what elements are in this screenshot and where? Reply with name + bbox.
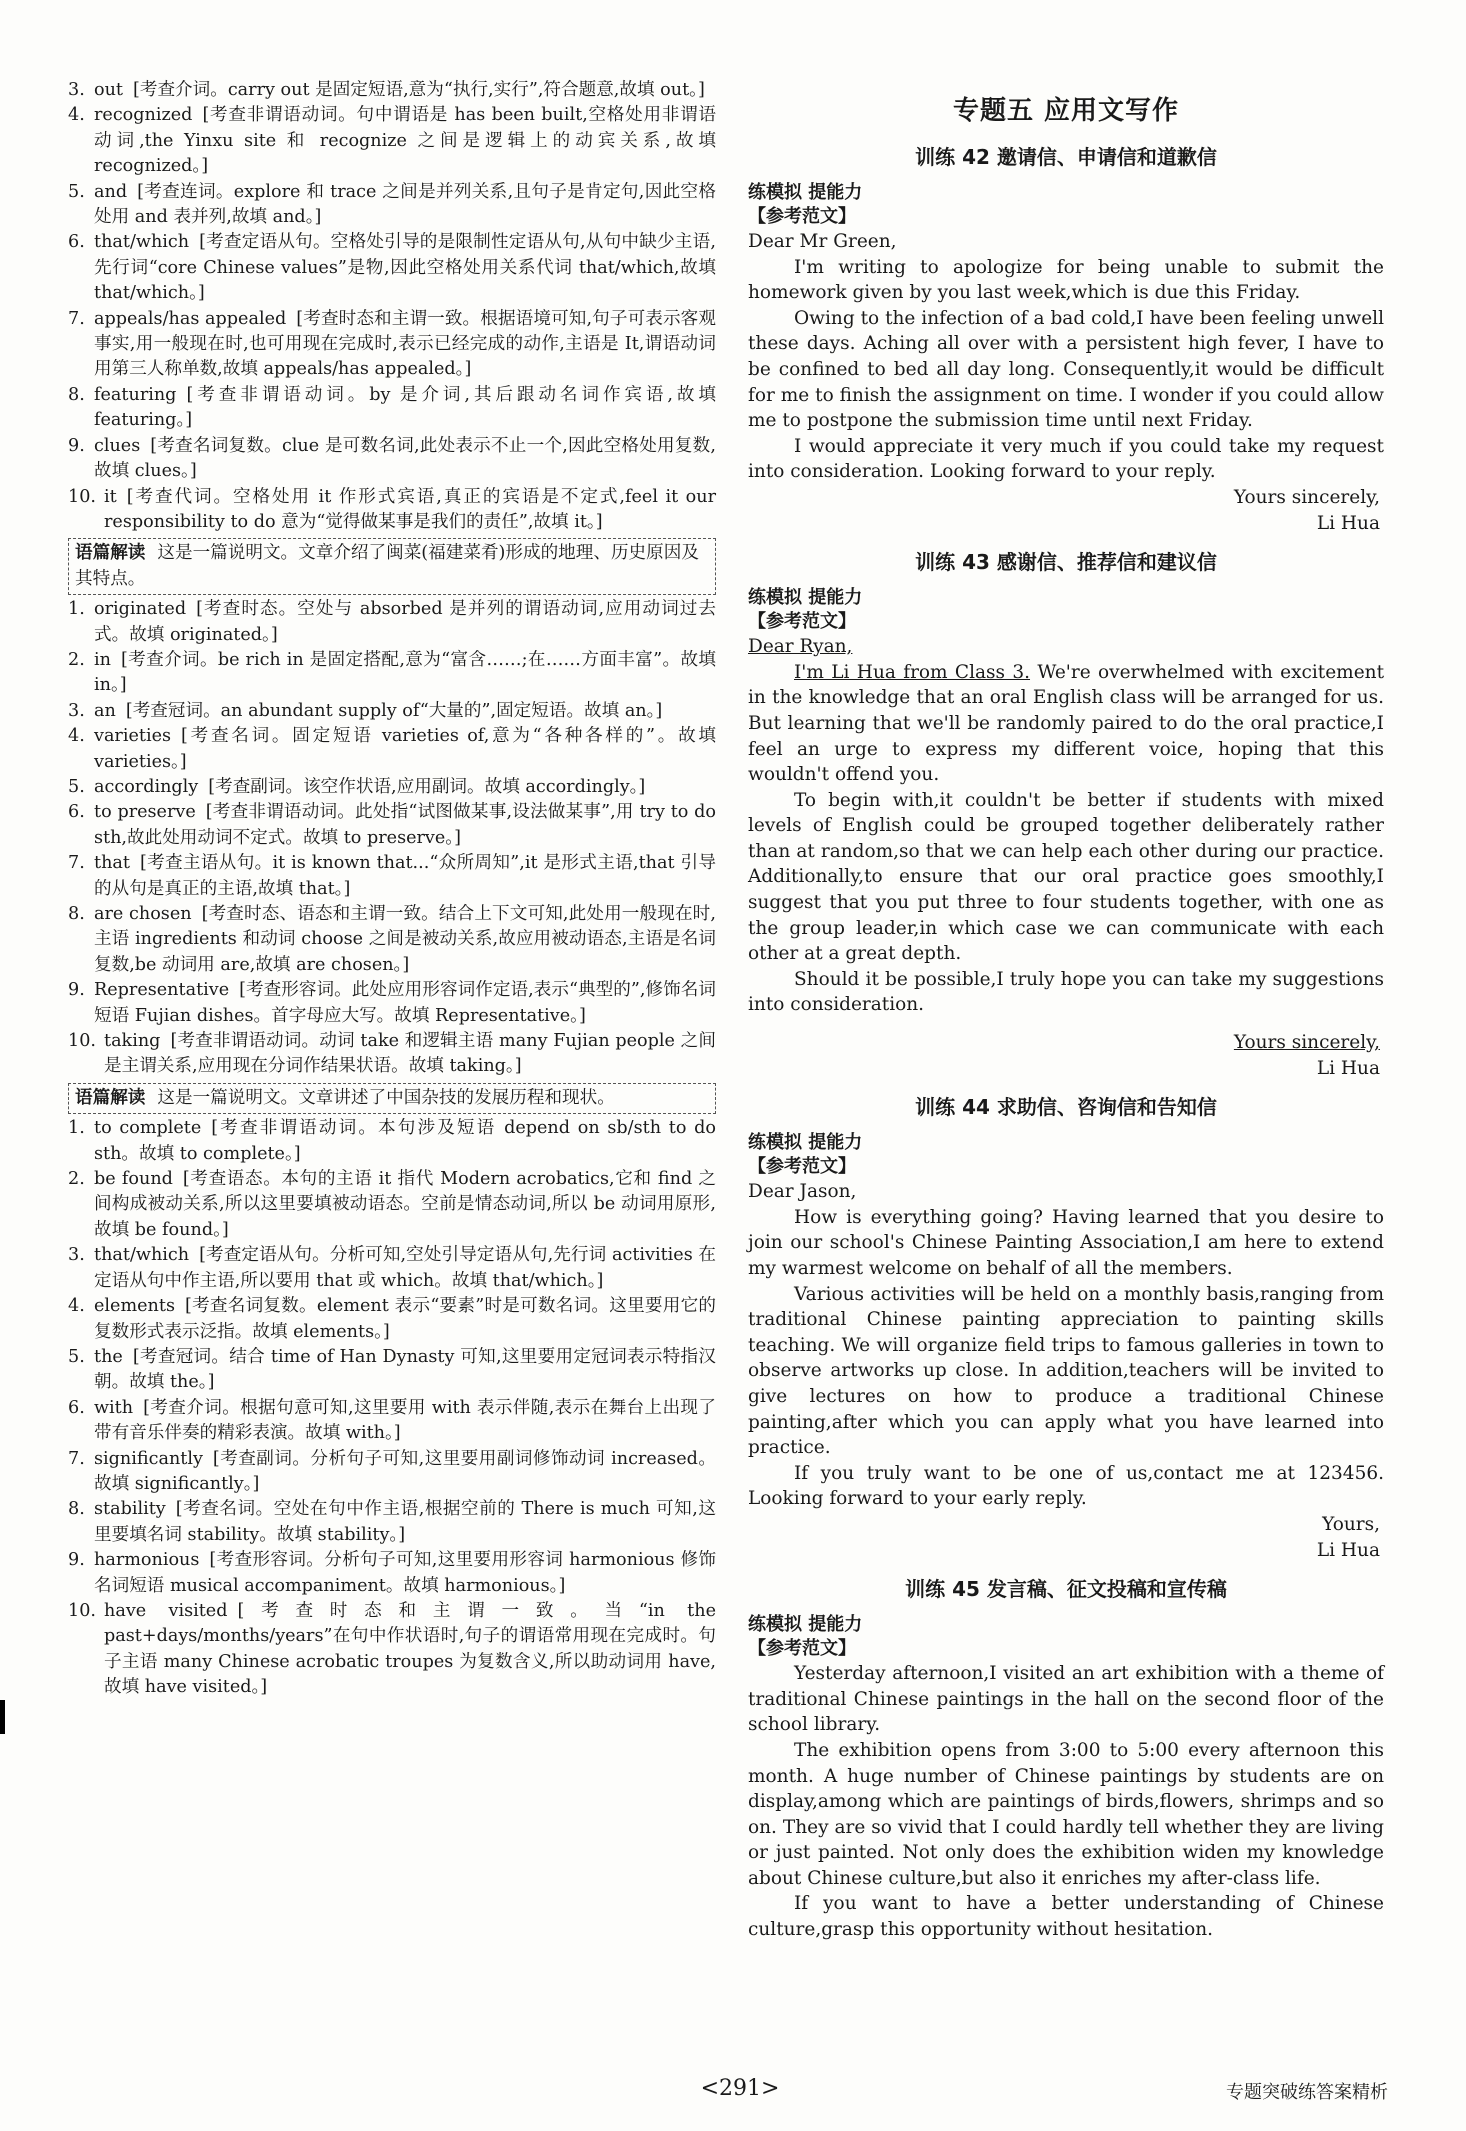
item-number: 9. bbox=[68, 980, 85, 1001]
item-number: 6. bbox=[68, 232, 85, 253]
essay-paragraph: The exhibition opens from 3:00 to 5:00 every afternoon this month. A huge number of Chinese paintings by students are on display,among which are paintings of birds,flowers, shrimps and so on. They are so vivid that I could hardly tell whether they are living or just painted. Not only does the exhibition widen my knowledge about Chinese culture,but also it enriches my after-class life. bbox=[748, 1739, 1384, 1889]
item-answer: taking bbox=[104, 1031, 161, 1052]
item-number: 8. bbox=[68, 904, 85, 924]
item-explanation: [考查冠词。an abundant supply of“大量的”,固定短语。故填 an。] bbox=[125, 700, 663, 721]
item-answer: with bbox=[94, 1397, 134, 1418]
item-number: 1. bbox=[68, 599, 85, 620]
item-answer: to preserve bbox=[94, 802, 196, 823]
item-explanation: [考查语态。本句的主语 it 指代 Modern acrobatics,它和 find 之间构成被动关系,所以这里要填被动语态。空前是情态动词,所以 be 动词用原形,故填 be found。] bbox=[94, 1169, 717, 1240]
reference-label: 【参考范文】 bbox=[748, 1156, 856, 1178]
answer-item bbox=[68, 800, 716, 851]
answer-group-1 bbox=[68, 78, 716, 535]
item-answer: varieties bbox=[94, 726, 172, 747]
item-explanation: [考查代词。空格处用 it 作形式宾语,真正的宾语是不定式,feel it our responsibility to do 意为“觉得做某事是我们的责任”,故填 it。] bbox=[104, 486, 716, 532]
item-number: 8. bbox=[68, 384, 85, 405]
section-44 bbox=[748, 1091, 1384, 1563]
section-subtitle: 练模拟 提能力 bbox=[748, 182, 863, 203]
model-letter bbox=[748, 634, 1384, 1081]
item-number: 5. bbox=[68, 776, 85, 797]
answer-item bbox=[68, 851, 716, 902]
reference-label: 【参考范文】 bbox=[748, 611, 856, 633]
answer-item bbox=[68, 78, 716, 103]
letter-paragraph: Owing to the infection of a bad cold,I have been feeling unwell these days. Aching all over with a persistent high fever, I have to be confined to bed all day long. Consequently,it would be difficult for me to finish the assignment on time. I wonder if you could allow me to postpone the submission time until next Friday. bbox=[748, 307, 1384, 432]
item-explanation: [考查介词。carry out 是固定短语,意为“执行,实行”,符合题意,故填 out。] bbox=[133, 80, 705, 100]
item-explanation: [考查主语从句。it is known that...“众所周知”,it 是形式主语,that 引导的从句是真正的主语,故填 that。] bbox=[94, 853, 716, 899]
letter-greeting: Dear Mr Green, bbox=[748, 231, 897, 252]
item-answer: harmonious bbox=[94, 1550, 200, 1571]
letter-closing: Yours sincerely, bbox=[1233, 486, 1380, 508]
footer-section-title: 专题突破练答案精析 bbox=[1226, 2082, 1388, 2103]
model-essay bbox=[748, 1661, 1384, 1943]
item-number: 10. bbox=[68, 1600, 96, 1621]
item-number: 3. bbox=[68, 1245, 85, 1266]
answer-item bbox=[68, 434, 716, 485]
item-explanation: [考查连词。explore 和 trace 之间是并列关系,且句子是肯定句,因此空格处用 and 表并列,故填 and。] bbox=[94, 181, 716, 228]
item-number: 6. bbox=[68, 802, 85, 823]
item-number: 5. bbox=[68, 1346, 85, 1367]
item-answer: are chosen bbox=[94, 904, 192, 924]
section-title: 训练 45 发言稿、征文投稿和宣传稿 bbox=[905, 1577, 1227, 1602]
item-answer: originated bbox=[94, 599, 187, 620]
answer-item bbox=[68, 724, 716, 775]
item-explanation: [考查非谓语动词。by 是介词,其后跟动名词作宾语,故填 featuring。] bbox=[94, 384, 716, 431]
answer-group-3 bbox=[68, 1116, 716, 1700]
answer-item bbox=[68, 1294, 716, 1345]
answer-item bbox=[68, 383, 716, 434]
reference-label: 【参考范文】 bbox=[748, 1638, 856, 1660]
item-number: 2. bbox=[68, 1169, 85, 1190]
item-explanation: [考查副词。该空作状语,应用副词。故填 accordingly。] bbox=[208, 776, 646, 797]
item-explanation: [考查名词。空处在句中作主语,根据空前的 There is much 可知,这里要填名词 stability。故填 stability。] bbox=[94, 1499, 716, 1545]
item-number: 10. bbox=[68, 486, 96, 507]
letter-paragraph-rest: We're overwhelmed with excitement in the knowledge that an oral English class will be arranged for us. But learning that we'll be randomly paired to do the oral practice,I feel an urge to express my different voice, hoping that this wouldn't offend you. bbox=[748, 661, 1385, 786]
item-answer: an bbox=[94, 700, 116, 721]
letter-greeting: Dear Jason, bbox=[748, 1181, 857, 1203]
item-answer: that/which bbox=[94, 232, 190, 253]
left-column bbox=[68, 78, 716, 1701]
answer-item bbox=[68, 1243, 716, 1294]
item-answer: clues bbox=[94, 435, 141, 456]
item-answer: accordingly bbox=[94, 776, 199, 797]
letter-paragraph: I'm writing to apologize for being unable to submit the homework given by you last week,which is due this Friday. bbox=[748, 256, 1384, 304]
item-number: 9. bbox=[68, 435, 85, 456]
item-number: 4. bbox=[68, 1296, 85, 1317]
letter-paragraph: Various activities will be held on a monthly basis,ranging from traditional Chinese painting appreciation to painting skills teaching. We will organize field trips to famous galleries in town to observe artworks up close. In addition,teachers will be invited to give lectures on how to produce a traditional Chinese painting,after which you can apply what you have learned into practice. bbox=[748, 1283, 1384, 1459]
letter-paragraph bbox=[748, 660, 1384, 788]
item-explanation: [考查形容词。分析句子可知,这里要用形容词 harmonious 修饰名词短语 musical accompaniment。故填 harmonious。] bbox=[94, 1550, 716, 1596]
answer-item bbox=[68, 1029, 716, 1080]
passage-note-2 bbox=[68, 1083, 716, 1114]
item-answer: appeals/has appealed bbox=[94, 308, 287, 329]
answer-item bbox=[68, 1497, 716, 1548]
item-explanation: [考查名词复数。element 表示“要素”时是可数名词。这里要用它的复数形式表示泛指。故填 elements。] bbox=[94, 1296, 716, 1342]
section-title: 训练 44 求助信、咨询信和告知信 bbox=[915, 1095, 1217, 1120]
answer-item bbox=[68, 307, 716, 383]
item-number: 7. bbox=[68, 853, 85, 874]
note-text: 这是一篇说明文。文章介绍了闽菜(福建菜肴)形成的地理、历史原因及其特点。 bbox=[75, 543, 699, 589]
item-answer: recognized bbox=[94, 105, 193, 126]
letter-paragraph: If you truly want to be one of us,contact me at 123456. Looking forward to your early reply. bbox=[748, 1462, 1384, 1510]
item-answer: have visited bbox=[104, 1600, 228, 1621]
essay-paragraph: Yesterday afternoon,I visited an art exhibition with a theme of traditional Chinese paintings in the hall on the second floor of the school library. bbox=[748, 1663, 1384, 1736]
answer-group-2 bbox=[68, 597, 716, 1080]
letter-paragraph: To begin with,it couldn't be better if students with mixed levels of English could be grouped together deliberately rather than at random,so that we can help each other during our practice. Additionally,to ensure that our oral practice goes smoothly,I suggest that you put three to four students together, with one as the group leader,in which case we can communicate with each other at a great depth. bbox=[748, 789, 1384, 965]
item-number: 3. bbox=[68, 80, 85, 100]
section-title: 训练 42 邀请信、申请信和道歉信 bbox=[915, 145, 1217, 169]
item-number: 10. bbox=[68, 1031, 96, 1052]
note-text: 这是一篇说明文。文章讲述了中国杂技的发展历程和现状。 bbox=[157, 1087, 615, 1108]
item-explanation: [考查副词。分析句子可知,这里要用副词修饰动词 increased。故填 significantly。] bbox=[94, 1448, 716, 1494]
item-explanation: [考查非谓语动词。此处指“试图做某事,设法做某事”,用 try to do sth,故此处用动词不定式。故填 to preserve。] bbox=[94, 802, 716, 848]
item-explanation: [考查非谓语动词。本句涉及短语 depend on sb/sth to do sth。故填 to complete。] bbox=[94, 1118, 716, 1164]
item-explanation: [考查时态和主谓一致。根据语境可知,句子可表示客观事实,用一般现在时,也可用现在完成时,表示已经完成的动作,主语是 It,谓语动词用第三人称单数,故填 appeals/has appealed。] bbox=[94, 308, 716, 380]
underlined-phrase: I'm Li Hua from Class 3. bbox=[794, 661, 1031, 683]
item-number: 3. bbox=[68, 700, 85, 721]
answer-item bbox=[68, 648, 716, 699]
item-explanation: [考查名词。固定短语 varieties of,意为“各种各样的”。故填 varieties。] bbox=[94, 726, 716, 772]
item-answer: be found bbox=[94, 1169, 173, 1190]
answer-item bbox=[68, 597, 716, 648]
item-explanation: [考查形容词。此处应用形容词作定语,表示“典型的”,修饰名词短语 Fujian dishes。首字母应大写。故填 Representative。] bbox=[94, 980, 716, 1026]
item-number: 1. bbox=[68, 1118, 85, 1139]
answer-item bbox=[68, 978, 716, 1029]
item-number: 8. bbox=[68, 1499, 85, 1520]
answer-item bbox=[68, 1167, 716, 1243]
section-subtitle: 练模拟 提能力 bbox=[748, 1132, 863, 1154]
section-subtitle: 练模拟 提能力 bbox=[748, 587, 863, 609]
answer-item bbox=[68, 180, 716, 231]
item-answer: featuring bbox=[94, 384, 177, 405]
item-explanation: [考查名词复数。clue 是可数名词,此处表示不止一个,因此空格处用复数,故填 clues。] bbox=[94, 435, 716, 482]
item-number: 7. bbox=[68, 1448, 85, 1469]
item-answer: that/which bbox=[94, 1245, 190, 1266]
letter-paragraph: How is everything going? Having learned that you desire to join our school's Chinese Painting Association,I am here to extend my warmest welcome on behalf of all the members. bbox=[748, 1206, 1384, 1279]
item-answer: out bbox=[94, 80, 123, 100]
letter-closing: Yours, bbox=[1322, 1513, 1380, 1535]
item-explanation: [考查时态和主谓一致。当“in the past+days/months/years”在句中作状语时,句子的谓语常用现在完成时。句子主语 many Chinese acrobatic troupes 为复数含义,所以助动词用 have,故填 have visited。] bbox=[104, 1600, 716, 1698]
section-subtitle: 练模拟 提能力 bbox=[748, 1614, 863, 1636]
answer-item bbox=[68, 485, 716, 536]
note-label: 语篇解读 bbox=[75, 1087, 146, 1108]
section-45 bbox=[748, 1573, 1384, 1943]
note-label: 语篇解读 bbox=[75, 543, 146, 564]
item-explanation: [考查定语从句。空格处引导的是限制性定语从句,从句中缺少主语,先行词“core Chinese values”是物,因此空格处用关系代词 that/which,故填 that/which。] bbox=[94, 232, 716, 304]
item-number: 7. bbox=[68, 308, 85, 329]
item-answer: stability bbox=[94, 1499, 166, 1520]
item-answer: it bbox=[104, 486, 117, 507]
answer-item bbox=[68, 1345, 716, 1396]
reference-label: 【参考范文】 bbox=[748, 206, 856, 227]
letter-closing-wrap bbox=[748, 1030, 1384, 1056]
item-number: 9. bbox=[68, 1550, 85, 1571]
item-answer: that bbox=[94, 853, 130, 874]
answer-item bbox=[68, 1116, 716, 1167]
answer-item bbox=[68, 1447, 716, 1498]
passage-note-1 bbox=[68, 538, 716, 595]
answer-item bbox=[68, 775, 716, 800]
topic-title: 专题五 应用文写作 bbox=[952, 96, 1180, 126]
item-number: 2. bbox=[68, 649, 85, 670]
item-explanation: [考查定语从句。分析可知,空处引导定语从句,先行词 activities 在定语从句中作主语,所以要用 that 或 which。故填 that/which。] bbox=[94, 1245, 716, 1291]
item-explanation: [考查非谓语动词。句中谓语是 has been built,空格处用非谓语动词,the Yinxu site 和 recognize 之间是逻辑上的动宾关系,故填 recognized。] bbox=[94, 105, 716, 177]
margin-mark bbox=[0, 1700, 5, 1734]
section-title: 训练 43 感谢信、推荐信和建议信 bbox=[915, 550, 1217, 575]
section-42 bbox=[748, 141, 1384, 536]
item-explanation: [考查非谓语动词。动词 take 和逻辑主语 many Fujian people 之间是主谓关系,应用现在分词作结果状语。故填 taking。] bbox=[104, 1031, 716, 1077]
model-letter bbox=[748, 1179, 1384, 1563]
item-answer: in bbox=[94, 649, 111, 670]
answer-item bbox=[68, 699, 716, 724]
essay-paragraph: If you want to have a better understanding of Chinese culture,grasp this opportunity without hesitation. bbox=[748, 1893, 1384, 1941]
letter-signature: Li Hua bbox=[1316, 1539, 1380, 1561]
item-answer: Representative bbox=[94, 980, 230, 1001]
item-answer: the bbox=[94, 1346, 123, 1367]
item-explanation: [考查介词。根据句意可知,这里要用 with 表示伴随,表示在舞台上出现了带有音乐伴奏的精彩表演。故填 with。] bbox=[94, 1397, 716, 1444]
page-number: <291> bbox=[700, 2076, 780, 2101]
answer-item bbox=[68, 103, 716, 179]
item-answer: elements bbox=[94, 1296, 175, 1317]
letter-paragraph: Should it be possible,I truly hope you can take my suggestions into consideration. bbox=[748, 968, 1384, 1016]
answer-item bbox=[68, 230, 716, 306]
item-explanation: [考查冠词。结合 time of Han Dynasty 可知,这里要用定冠词表示特指汉朝。故填 the。] bbox=[94, 1346, 716, 1393]
letter-paragraph: I would appreciate it very much if you could take my request into consideration. Looking forward to your reply. bbox=[748, 435, 1384, 483]
item-answer: significantly bbox=[94, 1448, 203, 1469]
letter-signature: Li Hua bbox=[1316, 512, 1380, 534]
item-number: 5. bbox=[68, 181, 85, 202]
item-number: 4. bbox=[68, 105, 85, 126]
answer-item bbox=[68, 1396, 716, 1447]
letter-signature: Li Hua bbox=[1316, 1057, 1380, 1079]
item-number: 4. bbox=[68, 726, 85, 747]
item-answer: and bbox=[94, 181, 128, 202]
item-explanation: [考查时态。空处与 absorbed 是并列的谓语动词,应用动词过去式。故填 originated。] bbox=[94, 599, 716, 645]
letter-greeting: Dear Ryan, bbox=[748, 636, 853, 658]
answer-item bbox=[68, 902, 716, 978]
letter-closing: Yours sincerely, bbox=[1233, 1032, 1380, 1054]
answer-item bbox=[68, 1548, 716, 1599]
model-letter bbox=[748, 229, 1384, 536]
right-column bbox=[748, 78, 1384, 1943]
section-43 bbox=[748, 546, 1384, 1081]
item-explanation: [考查时态、语态和主谓一致。结合上下文可知,此处用一般现在时,主语 ingredients 和动词 choose 之间是被动关系,故应用被动语态,主语是名词复数,be 动词用 are,故填 are chosen。] bbox=[94, 904, 716, 975]
item-number: 6. bbox=[68, 1397, 85, 1418]
answer-item bbox=[68, 1599, 716, 1701]
item-explanation: [考查介词。be rich in 是固定搭配,意为“富含……;在……方面丰富”。故填 in。] bbox=[94, 649, 716, 696]
item-answer: to complete bbox=[94, 1118, 202, 1139]
